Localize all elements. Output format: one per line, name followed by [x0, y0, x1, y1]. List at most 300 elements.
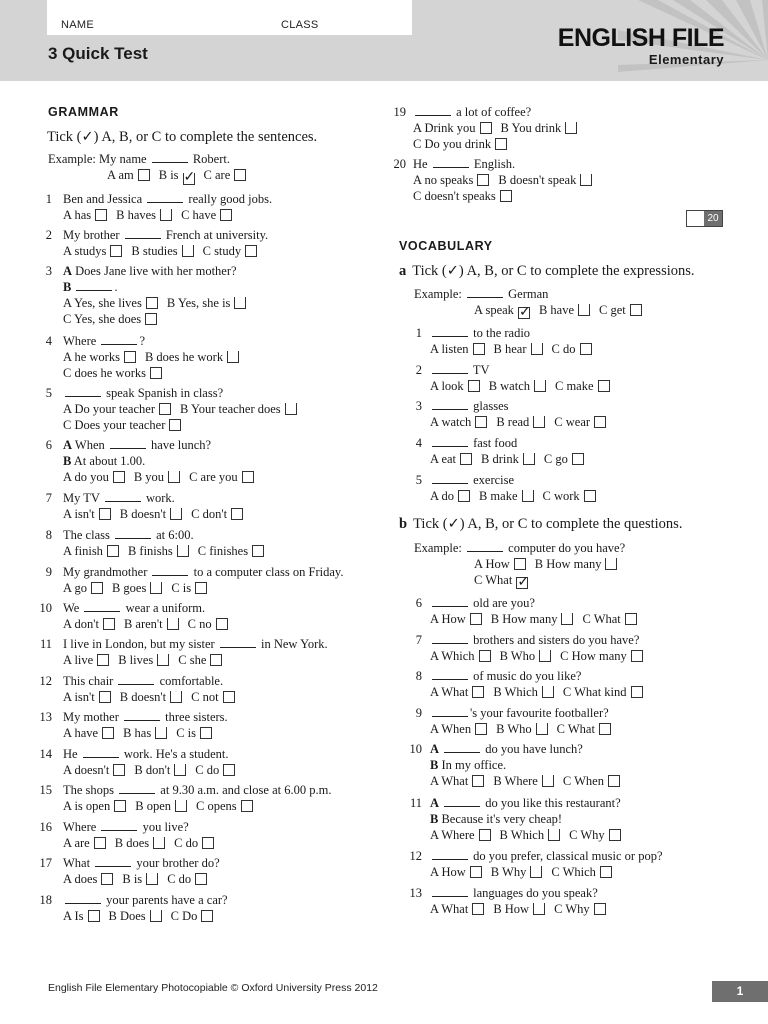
answer-option[interactable]	[63, 365, 162, 381]
answer-option[interactable]	[430, 611, 482, 627]
answer-checkbox[interactable]	[91, 582, 103, 594]
vocab-a-instruction	[399, 263, 695, 280]
question-text: What	[63, 856, 94, 870]
answer-checkbox[interactable]	[534, 380, 546, 392]
answer-blank	[101, 820, 137, 831]
answer-checkbox[interactable]	[150, 367, 162, 379]
answer-option[interactable]	[181, 207, 232, 223]
answer-option[interactable]	[63, 725, 114, 741]
answer-checkbox[interactable]	[609, 829, 621, 841]
score-entry[interactable]	[687, 211, 704, 226]
option-label: B goes	[111, 581, 147, 595]
speaker-label: A	[63, 438, 73, 452]
answer-option[interactable]	[500, 827, 561, 843]
answer-option[interactable]	[496, 414, 545, 430]
answer-checkbox[interactable]	[169, 419, 181, 431]
tick-mark-icon[interactable]: ✓	[518, 305, 531, 320]
answer-option[interactable]	[430, 773, 484, 789]
answer-checkbox[interactable]	[195, 582, 207, 594]
answer-option[interactable]	[63, 469, 125, 485]
answer-checkbox[interactable]	[234, 169, 246, 181]
answer-checkbox[interactable]	[99, 691, 111, 703]
answer-option[interactable]	[552, 341, 592, 357]
question-number: 8	[45, 528, 52, 542]
answer-option[interactable]	[543, 488, 596, 504]
answer-option[interactable]	[112, 580, 162, 596]
answer-checkbox[interactable]	[523, 453, 535, 465]
answer-option[interactable]	[551, 864, 612, 880]
answer-option[interactable]	[430, 341, 485, 357]
answer-checkbox[interactable]	[580, 174, 592, 186]
answer-checkbox[interactable]	[95, 209, 107, 221]
answer-blank	[65, 893, 101, 904]
answer-option[interactable]	[430, 901, 484, 917]
option-row	[430, 611, 646, 627]
question-number: 11	[409, 796, 422, 810]
question-number: 1	[45, 192, 52, 206]
answer-checkbox[interactable]	[177, 545, 189, 557]
answer-option[interactable]	[123, 725, 167, 741]
answer-checkbox[interactable]	[245, 245, 257, 257]
question-text: The class	[63, 528, 113, 542]
answer-checkbox[interactable]	[220, 209, 232, 221]
answer-checkbox[interactable]	[470, 866, 482, 878]
answer-checkbox[interactable]	[458, 490, 470, 502]
answer-checkbox[interactable]	[479, 829, 491, 841]
answer-option[interactable]	[203, 243, 258, 259]
question-text	[439, 742, 442, 756]
answer-checkbox[interactable]	[514, 558, 526, 570]
answer-checkbox[interactable]	[625, 613, 637, 625]
option-row	[430, 827, 630, 843]
answer-checkbox[interactable]	[472, 775, 484, 787]
answer-checkbox[interactable]	[533, 903, 545, 915]
answer-option[interactable]	[554, 414, 606, 430]
option-label: C does he works	[63, 366, 146, 380]
answer-blank	[432, 669, 468, 680]
page-number: 1	[712, 981, 768, 1002]
answer-checkbox[interactable]	[216, 618, 228, 630]
answer-checkbox[interactable]	[167, 618, 179, 630]
example-label: Example:	[48, 152, 100, 166]
answer-option[interactable]	[124, 616, 179, 632]
question-text: work.	[142, 491, 175, 505]
answer-checkbox[interactable]	[536, 723, 548, 735]
answer-option[interactable]	[554, 901, 606, 917]
answer-blank	[124, 710, 160, 721]
answer-option[interactable]	[195, 762, 235, 778]
answer-checkbox[interactable]	[533, 416, 545, 428]
answer-checkbox[interactable]	[231, 508, 243, 520]
option-label: A Where	[430, 828, 475, 842]
answer-option[interactable]	[131, 243, 193, 259]
answer-checkbox[interactable]	[201, 910, 213, 922]
answer-blank	[118, 674, 154, 685]
answer-checkbox[interactable]	[223, 691, 235, 703]
answer-option[interactable]	[116, 207, 172, 223]
option-label: A go	[63, 581, 87, 595]
answer-checkbox[interactable]	[472, 903, 484, 915]
question-text: This chair	[63, 674, 117, 688]
question-number: 2	[45, 228, 52, 242]
answer-option[interactable]	[134, 469, 180, 485]
question-line	[63, 279, 118, 295]
answer-option[interactable]	[493, 773, 554, 789]
tick-mark-icon[interactable]: ✓	[183, 170, 196, 185]
answer-checkbox[interactable]	[475, 416, 487, 428]
answer-option[interactable]	[63, 908, 100, 924]
answer-option[interactable]	[430, 451, 472, 467]
answer-checkbox[interactable]	[88, 910, 100, 922]
answer-checkbox[interactable]	[160, 209, 172, 221]
answer-checkbox[interactable]	[170, 508, 182, 520]
answer-option[interactable]	[479, 488, 534, 504]
answer-option[interactable]	[63, 835, 106, 851]
answer-option[interactable]	[481, 451, 535, 467]
answer-checkbox[interactable]	[99, 508, 111, 520]
answer-checkbox[interactable]	[210, 654, 222, 666]
option-label: C When	[562, 774, 604, 788]
answer-option[interactable]	[474, 556, 526, 572]
answer-option[interactable]	[535, 556, 618, 572]
answer-option[interactable]	[198, 543, 264, 559]
answer-option[interactable]	[557, 721, 611, 737]
answer-option[interactable]	[63, 798, 126, 814]
option-label: C Which	[551, 865, 596, 879]
answer-option[interactable]	[122, 871, 158, 887]
answer-option[interactable]	[63, 349, 136, 365]
answer-checkbox[interactable]	[114, 800, 126, 812]
vocab-b-text: Tick (✓) A, B, or C to complete the questions.	[413, 516, 683, 532]
answer-checkbox[interactable]	[170, 691, 182, 703]
answer-checkbox[interactable]	[175, 800, 187, 812]
answer-checkbox[interactable]	[594, 416, 606, 428]
option-label: A do you	[63, 470, 109, 484]
answer-option[interactable]	[180, 401, 297, 417]
answer-option[interactable]	[555, 378, 610, 394]
answer-checkbox[interactable]	[480, 122, 492, 134]
answer-option[interactable]	[135, 798, 187, 814]
answer-option[interactable]	[430, 684, 484, 700]
answer-option[interactable]	[500, 648, 552, 664]
option-label: B How many	[534, 557, 602, 571]
question-text: work. He's a student.	[120, 747, 229, 761]
answer-checkbox[interactable]	[475, 723, 487, 735]
answer-checkbox[interactable]	[477, 174, 489, 186]
answer-checkbox[interactable]	[195, 873, 207, 885]
answer-checkbox[interactable]	[605, 558, 617, 570]
answer-option[interactable]	[413, 120, 492, 136]
answer-option[interactable]	[63, 207, 107, 223]
answer-checkbox[interactable]	[146, 297, 158, 309]
answer-option[interactable]	[430, 864, 482, 880]
question-text: TV	[470, 363, 490, 377]
answer-checkbox[interactable]	[500, 190, 512, 202]
question-line	[63, 453, 145, 469]
answer-checkbox[interactable]	[472, 686, 484, 698]
name-class-box[interactable]	[47, 0, 412, 35]
answer-checkbox[interactable]	[110, 245, 122, 257]
answer-option[interactable]	[176, 725, 212, 741]
answer-option[interactable]	[430, 378, 480, 394]
option-label: C Do you drink	[413, 137, 492, 151]
answer-checkbox[interactable]	[155, 727, 167, 739]
answer-option[interactable]	[171, 908, 214, 924]
option-label: B is	[158, 168, 179, 182]
speaker-label: B	[430, 758, 439, 772]
answer-option[interactable]	[501, 120, 578, 136]
option-label: A Yes, she lives	[63, 296, 142, 310]
answer-checkbox[interactable]	[113, 764, 125, 776]
answer-checkbox[interactable]	[531, 343, 543, 355]
test-title: 3 Quick Test	[48, 44, 148, 63]
answer-checkbox[interactable]	[578, 304, 590, 316]
answer-checkbox[interactable]	[113, 471, 125, 483]
footer-rights: Photocopiable © Oxford University Press 2012	[158, 982, 378, 994]
option-label: A How	[430, 865, 466, 879]
footer-credit	[48, 982, 378, 994]
answer-option[interactable]	[109, 908, 162, 924]
question-line	[63, 709, 228, 725]
answer-option[interactable]	[63, 295, 158, 311]
answer-option[interactable]	[134, 762, 186, 778]
answer-checkbox[interactable]	[153, 837, 165, 849]
question-line	[430, 811, 562, 827]
answer-option[interactable]	[178, 652, 222, 668]
answer-option[interactable]	[413, 172, 489, 188]
answer-option[interactable]	[107, 167, 150, 183]
answer-option[interactable]	[174, 835, 214, 851]
answer-option[interactable]	[63, 689, 111, 705]
answer-checkbox[interactable]	[200, 727, 212, 739]
answer-checkbox[interactable]	[495, 138, 507, 150]
answer-option[interactable]	[115, 835, 165, 851]
answer-checkbox[interactable]	[102, 727, 114, 739]
option-row	[63, 616, 237, 632]
answer-checkbox[interactable]	[227, 351, 239, 363]
option-row	[63, 311, 166, 327]
answer-blank	[432, 399, 468, 410]
answer-checkbox[interactable]	[479, 650, 491, 662]
option-label: B doesn't	[119, 690, 167, 704]
answer-option[interactable]	[491, 864, 543, 880]
answer-option[interactable]	[563, 684, 643, 700]
answer-checkbox[interactable]	[542, 775, 554, 787]
answer-blank	[95, 856, 131, 867]
answer-checkbox[interactable]	[539, 650, 551, 662]
answer-option[interactable]	[63, 243, 122, 259]
answer-option[interactable]	[599, 302, 642, 318]
answer-checkbox[interactable]	[631, 650, 643, 662]
answer-checkbox[interactable]	[522, 490, 534, 502]
question-line	[430, 362, 490, 378]
answer-option[interactable]	[498, 172, 592, 188]
answer-checkbox[interactable]	[599, 723, 611, 735]
answer-option[interactable]	[491, 611, 574, 627]
question-number: 3	[415, 399, 422, 413]
answer-checkbox[interactable]	[150, 582, 162, 594]
answer-blank	[119, 783, 155, 794]
question-text: your parents have a car?	[103, 893, 228, 907]
option-label: A is open	[63, 799, 111, 813]
question-text: We	[63, 601, 83, 615]
answer-option[interactable]	[159, 167, 195, 185]
answer-option[interactable]	[167, 295, 247, 311]
answer-checkbox[interactable]	[561, 613, 573, 625]
answer-option[interactable]	[118, 652, 169, 668]
option-row	[63, 207, 241, 223]
answer-checkbox[interactable]	[468, 380, 480, 392]
option-row	[63, 689, 244, 705]
answer-checkbox[interactable]	[598, 380, 610, 392]
answer-checkbox[interactable]	[565, 122, 577, 134]
answer-checkbox[interactable]	[159, 403, 171, 415]
answer-option[interactable]	[189, 469, 254, 485]
answer-option[interactable]	[63, 506, 111, 522]
question-text: French at university.	[162, 228, 269, 242]
answer-option[interactable]	[496, 721, 548, 737]
answer-checkbox[interactable]	[241, 800, 253, 812]
question-line	[430, 795, 621, 811]
answer-option[interactable]	[63, 580, 103, 596]
answer-checkbox[interactable]	[473, 343, 485, 355]
answer-option[interactable]	[544, 451, 584, 467]
question-number: 4	[415, 436, 422, 450]
answer-checkbox[interactable]	[174, 764, 186, 776]
answer-checkbox[interactable]	[202, 837, 214, 849]
answer-option[interactable]	[430, 414, 487, 430]
option-label: A have	[63, 726, 99, 740]
answer-checkbox[interactable]	[572, 453, 584, 465]
answer-option[interactable]	[128, 543, 189, 559]
option-label: A am	[107, 168, 134, 182]
option-row	[63, 506, 252, 522]
answer-option[interactable]	[413, 188, 512, 204]
answer-option[interactable]	[430, 648, 491, 664]
answer-option[interactable]	[191, 506, 243, 522]
option-label: B is	[122, 872, 143, 886]
option-label: B Who	[496, 722, 532, 736]
answer-option[interactable]	[188, 616, 228, 632]
answer-option[interactable]	[474, 572, 528, 589]
answer-option[interactable]	[560, 648, 643, 664]
answer-option[interactable]	[63, 417, 181, 433]
answer-blank	[220, 637, 256, 648]
answer-checkbox[interactable]	[138, 169, 150, 181]
answer-option[interactable]	[171, 580, 207, 596]
option-label: A live	[63, 653, 94, 667]
answer-checkbox[interactable]	[124, 351, 136, 363]
answer-option[interactable]	[493, 901, 545, 917]
answer-checkbox[interactable]	[234, 297, 246, 309]
answer-checkbox[interactable]	[101, 873, 113, 885]
answer-option[interactable]	[569, 827, 621, 843]
answer-checkbox[interactable]	[600, 866, 612, 878]
answer-checkbox[interactable]	[594, 903, 606, 915]
option-label: C do	[174, 836, 199, 850]
answer-option[interactable]	[413, 136, 507, 152]
answer-checkbox[interactable]	[145, 313, 157, 325]
answer-checkbox[interactable]	[182, 245, 194, 257]
answer-option[interactable]	[430, 827, 491, 843]
answer-option[interactable]	[493, 684, 554, 700]
answer-option[interactable]	[145, 349, 239, 365]
option-row	[430, 414, 615, 430]
answer-option[interactable]	[582, 611, 636, 627]
question-number: 12	[409, 849, 422, 863]
question-line	[63, 227, 268, 243]
answer-checkbox[interactable]	[548, 829, 560, 841]
answer-checkbox[interactable]	[223, 764, 235, 776]
answer-checkbox[interactable]	[470, 613, 482, 625]
grammar-score-box[interactable]	[686, 210, 723, 227]
answer-option[interactable]	[539, 302, 590, 318]
answer-option[interactable]	[494, 341, 543, 357]
question-line	[413, 156, 515, 172]
answer-checkbox[interactable]	[630, 304, 642, 316]
answer-option[interactable]	[196, 798, 253, 814]
answer-checkbox[interactable]	[460, 453, 472, 465]
answer-option[interactable]	[63, 616, 115, 632]
answer-checkbox[interactable]	[631, 686, 643, 698]
brand-logo: ENGLISH FILE	[557, 24, 724, 52]
option-row	[63, 295, 255, 311]
answer-option[interactable]	[120, 506, 182, 522]
answer-option[interactable]	[63, 652, 109, 668]
page-header	[0, 0, 768, 81]
answer-checkbox[interactable]	[252, 545, 264, 557]
question-line	[430, 472, 514, 488]
answer-checkbox[interactable]	[584, 490, 596, 502]
answer-checkbox[interactable]	[157, 654, 169, 666]
answer-checkbox[interactable]	[580, 343, 592, 355]
answer-checkbox[interactable]	[530, 866, 542, 878]
answer-checkbox[interactable]	[103, 618, 115, 630]
answer-checkbox[interactable]	[542, 686, 554, 698]
answer-option[interactable]	[63, 871, 113, 887]
answer-checkbox[interactable]	[285, 403, 297, 415]
tick-mark-icon[interactable]: ✓	[517, 575, 530, 590]
answer-option[interactable]	[430, 721, 487, 737]
answer-checkbox[interactable]	[608, 775, 620, 787]
answer-checkbox[interactable]	[94, 837, 106, 849]
answer-option[interactable]	[167, 871, 207, 887]
answer-option[interactable]	[489, 378, 546, 394]
answer-option[interactable]	[120, 689, 182, 705]
answer-checkbox[interactable]	[107, 545, 119, 557]
question-number: 18	[39, 893, 52, 907]
question-text: My TV	[63, 491, 103, 505]
answer-blank	[467, 541, 503, 552]
answer-option[interactable]	[204, 167, 247, 183]
answer-option[interactable]	[430, 488, 470, 504]
answer-option[interactable]	[563, 773, 620, 789]
answer-option[interactable]	[63, 311, 157, 327]
answer-checkbox[interactable]	[242, 471, 254, 483]
answer-checkbox[interactable]	[146, 873, 158, 885]
question-line	[63, 855, 220, 871]
answer-option[interactable]	[63, 762, 125, 778]
option-label: B read	[496, 415, 530, 429]
answer-option[interactable]	[474, 302, 530, 319]
answer-option[interactable]	[191, 689, 234, 705]
option-label: B does	[114, 836, 150, 850]
answer-option[interactable]	[63, 401, 171, 417]
answer-checkbox[interactable]	[168, 471, 180, 483]
answer-checkbox[interactable]	[97, 654, 109, 666]
answer-option[interactable]	[63, 543, 119, 559]
answer-checkbox[interactable]	[150, 910, 162, 922]
